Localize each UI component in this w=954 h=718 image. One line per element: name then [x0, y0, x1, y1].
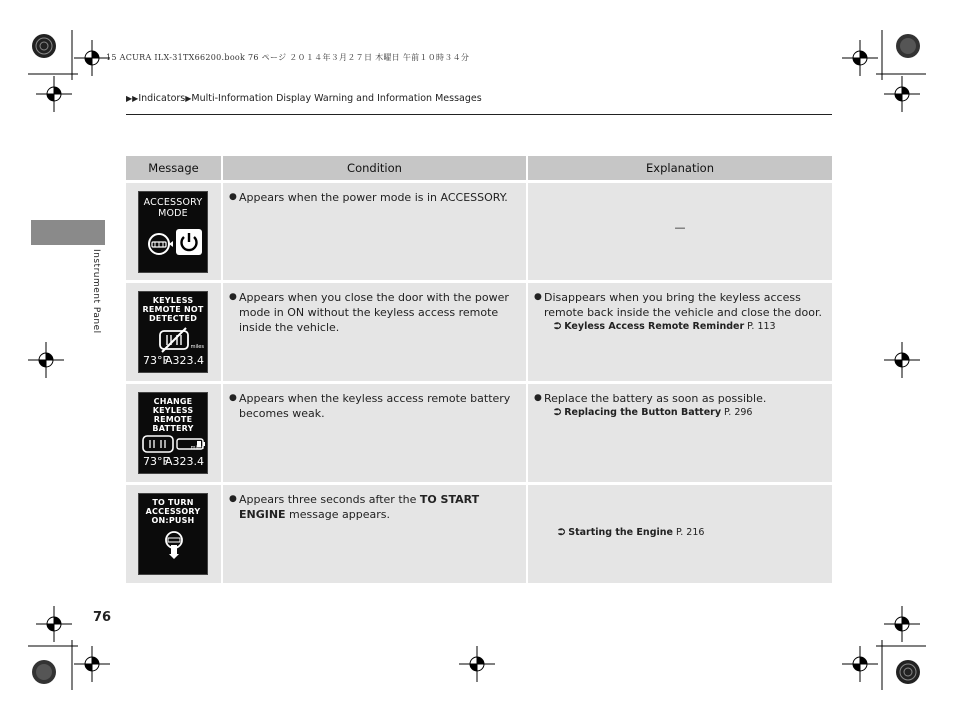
- keyless-remote-icon: [142, 435, 174, 453]
- condition-text: Appears when the keyless access remote battery becomes weak.: [239, 392, 511, 420]
- chapter-tab[interactable]: [31, 220, 105, 245]
- table-row: [126, 381, 832, 482]
- display-line: KEYLESS: [152, 296, 194, 305]
- registration-mark-icon: [876, 30, 926, 80]
- explanation-cell: [526, 280, 832, 381]
- bullet-icon: ●: [229, 494, 237, 504]
- reference-title: Keyless Access Remote Reminder: [564, 321, 745, 332]
- bullet-icon: ●: [229, 393, 237, 403]
- print-header: 15 ACURA ILX-31TX66200.book 76 ページ ２０１４年３月２７日 木曜日 午前１０時３４分: [106, 53, 470, 62]
- registration-mark-icon: [28, 30, 78, 80]
- display-line: MODE: [158, 208, 188, 219]
- display-line: ACCESSORY: [143, 197, 203, 208]
- header-condition: Condition: [221, 156, 526, 180]
- reference-arrow-icon: ⮊: [554, 321, 562, 332]
- reference-page: P. 296: [724, 407, 753, 418]
- keyless-remote-crossed-icon: [157, 326, 191, 354]
- bullet-icon: ●: [534, 393, 542, 403]
- header-rule: [126, 114, 832, 115]
- display-line: ON:PUSH: [151, 516, 195, 525]
- bullet-icon: ●: [229, 192, 237, 202]
- chapter-tab-label: Instrument Panel: [91, 249, 101, 334]
- condition-cell: [221, 280, 526, 381]
- header-message: Message: [126, 156, 221, 180]
- reference-page: P. 216: [675, 527, 705, 538]
- display-odometer: A323.4: [164, 354, 204, 367]
- reference-arrow-icon: ⮊: [554, 407, 562, 418]
- bullet-icon: ●: [534, 292, 542, 302]
- display-line: REMOTE: [153, 415, 193, 424]
- keyless-remote-not-detected-display: [138, 291, 208, 373]
- display-line: ACCESSORY: [145, 507, 201, 516]
- breadcrumb: [126, 93, 482, 104]
- table-row: [126, 280, 832, 381]
- crosshair-mark-icon: [36, 76, 72, 112]
- breadcrumb-topic[interactable]: Multi-Information Display Warning and Information Messages: [191, 93, 482, 104]
- crosshair-mark-icon: [884, 342, 920, 378]
- explanation-text: Disappears when you bring the keyless access remote back inside the vehicle and close the door.: [544, 291, 823, 319]
- cross-reference-link[interactable]: [528, 485, 832, 540]
- registration-mark-icon: [876, 640, 926, 690]
- display-odometer: A323.4: [164, 455, 204, 468]
- condition-cell: [221, 482, 526, 583]
- registration-mark-icon: [28, 640, 78, 690]
- reference-arrow-icon: ⮊: [558, 527, 566, 538]
- message-cell: [126, 381, 221, 482]
- crosshair-mark-icon: [884, 606, 920, 642]
- table-row: [126, 180, 832, 280]
- explanation-cell: [526, 381, 832, 482]
- display-line: BATTERY: [152, 424, 194, 433]
- display-temperature: 73°F: [143, 455, 169, 468]
- display-line: DETECTED: [148, 314, 198, 323]
- crosshair-mark-icon: [842, 646, 878, 682]
- message-cell: [126, 280, 221, 381]
- condition-cell: [221, 180, 526, 280]
- display-temperature: 73°F: [143, 354, 169, 367]
- message-cell: [126, 482, 221, 583]
- crosshair-mark-icon: [36, 606, 72, 642]
- explanation-cell: [526, 482, 832, 583]
- reference-page: P. 113: [747, 321, 776, 332]
- display-line: CHANGE: [153, 397, 193, 406]
- message-cell: [126, 180, 221, 280]
- header-explanation: Explanation: [526, 156, 832, 180]
- display-units: miles: [190, 445, 204, 451]
- page-number: 76: [93, 610, 112, 625]
- display-line: REMOTE NOT: [142, 305, 204, 314]
- display-line: KEYLESS: [152, 406, 194, 415]
- condition-text: Appears three seconds after the TO START ENGINE message appears.: [239, 493, 480, 521]
- reference-title: Replacing the Button Battery: [564, 407, 722, 418]
- bullet-icon: ●: [229, 292, 237, 302]
- breadcrumb-separator-icon: ▶: [185, 94, 192, 103]
- explanation-text: —: [674, 221, 686, 234]
- crosshair-mark-icon: [842, 40, 878, 76]
- change-keyless-remote-battery-display: [138, 392, 208, 474]
- condition-text: Appears when you close the door with the power mode in ON without the keyless access remote inside the vehicle.: [239, 291, 509, 334]
- power-icon: [175, 228, 203, 256]
- accessory-mode-display: [138, 191, 208, 273]
- condition-cell: [221, 381, 526, 482]
- crosshair-mark-icon: [884, 76, 920, 112]
- table-header-row: [126, 156, 832, 180]
- cross-reference-link[interactable]: [554, 320, 826, 334]
- breadcrumb-section[interactable]: Indicators: [138, 93, 186, 104]
- crosshair-mark-icon: [74, 646, 110, 682]
- crosshair-mark-icon: [459, 646, 495, 682]
- explanation-cell: [526, 180, 832, 280]
- to-turn-accessory-on-push-display: [138, 493, 208, 575]
- crosshair-mark-icon: [74, 40, 110, 76]
- table-row: [126, 482, 832, 583]
- push-button-icon: [161, 530, 187, 560]
- reference-title: Starting the Engine: [568, 527, 673, 538]
- messages-table: [126, 156, 832, 583]
- cross-reference-link[interactable]: [554, 406, 826, 420]
- display-units: miles: [190, 344, 204, 350]
- breadcrumb-arrows-icon: ▶▶: [126, 94, 139, 103]
- crosshair-mark-icon: [28, 342, 64, 378]
- explanation-text: Replace the battery as soon as possible.: [544, 392, 767, 405]
- condition-text: Appears when the power mode is in ACCESSORY.: [239, 191, 508, 204]
- steering-wheel-lock-icon: [145, 230, 173, 258]
- display-line: TO TURN: [152, 498, 194, 507]
